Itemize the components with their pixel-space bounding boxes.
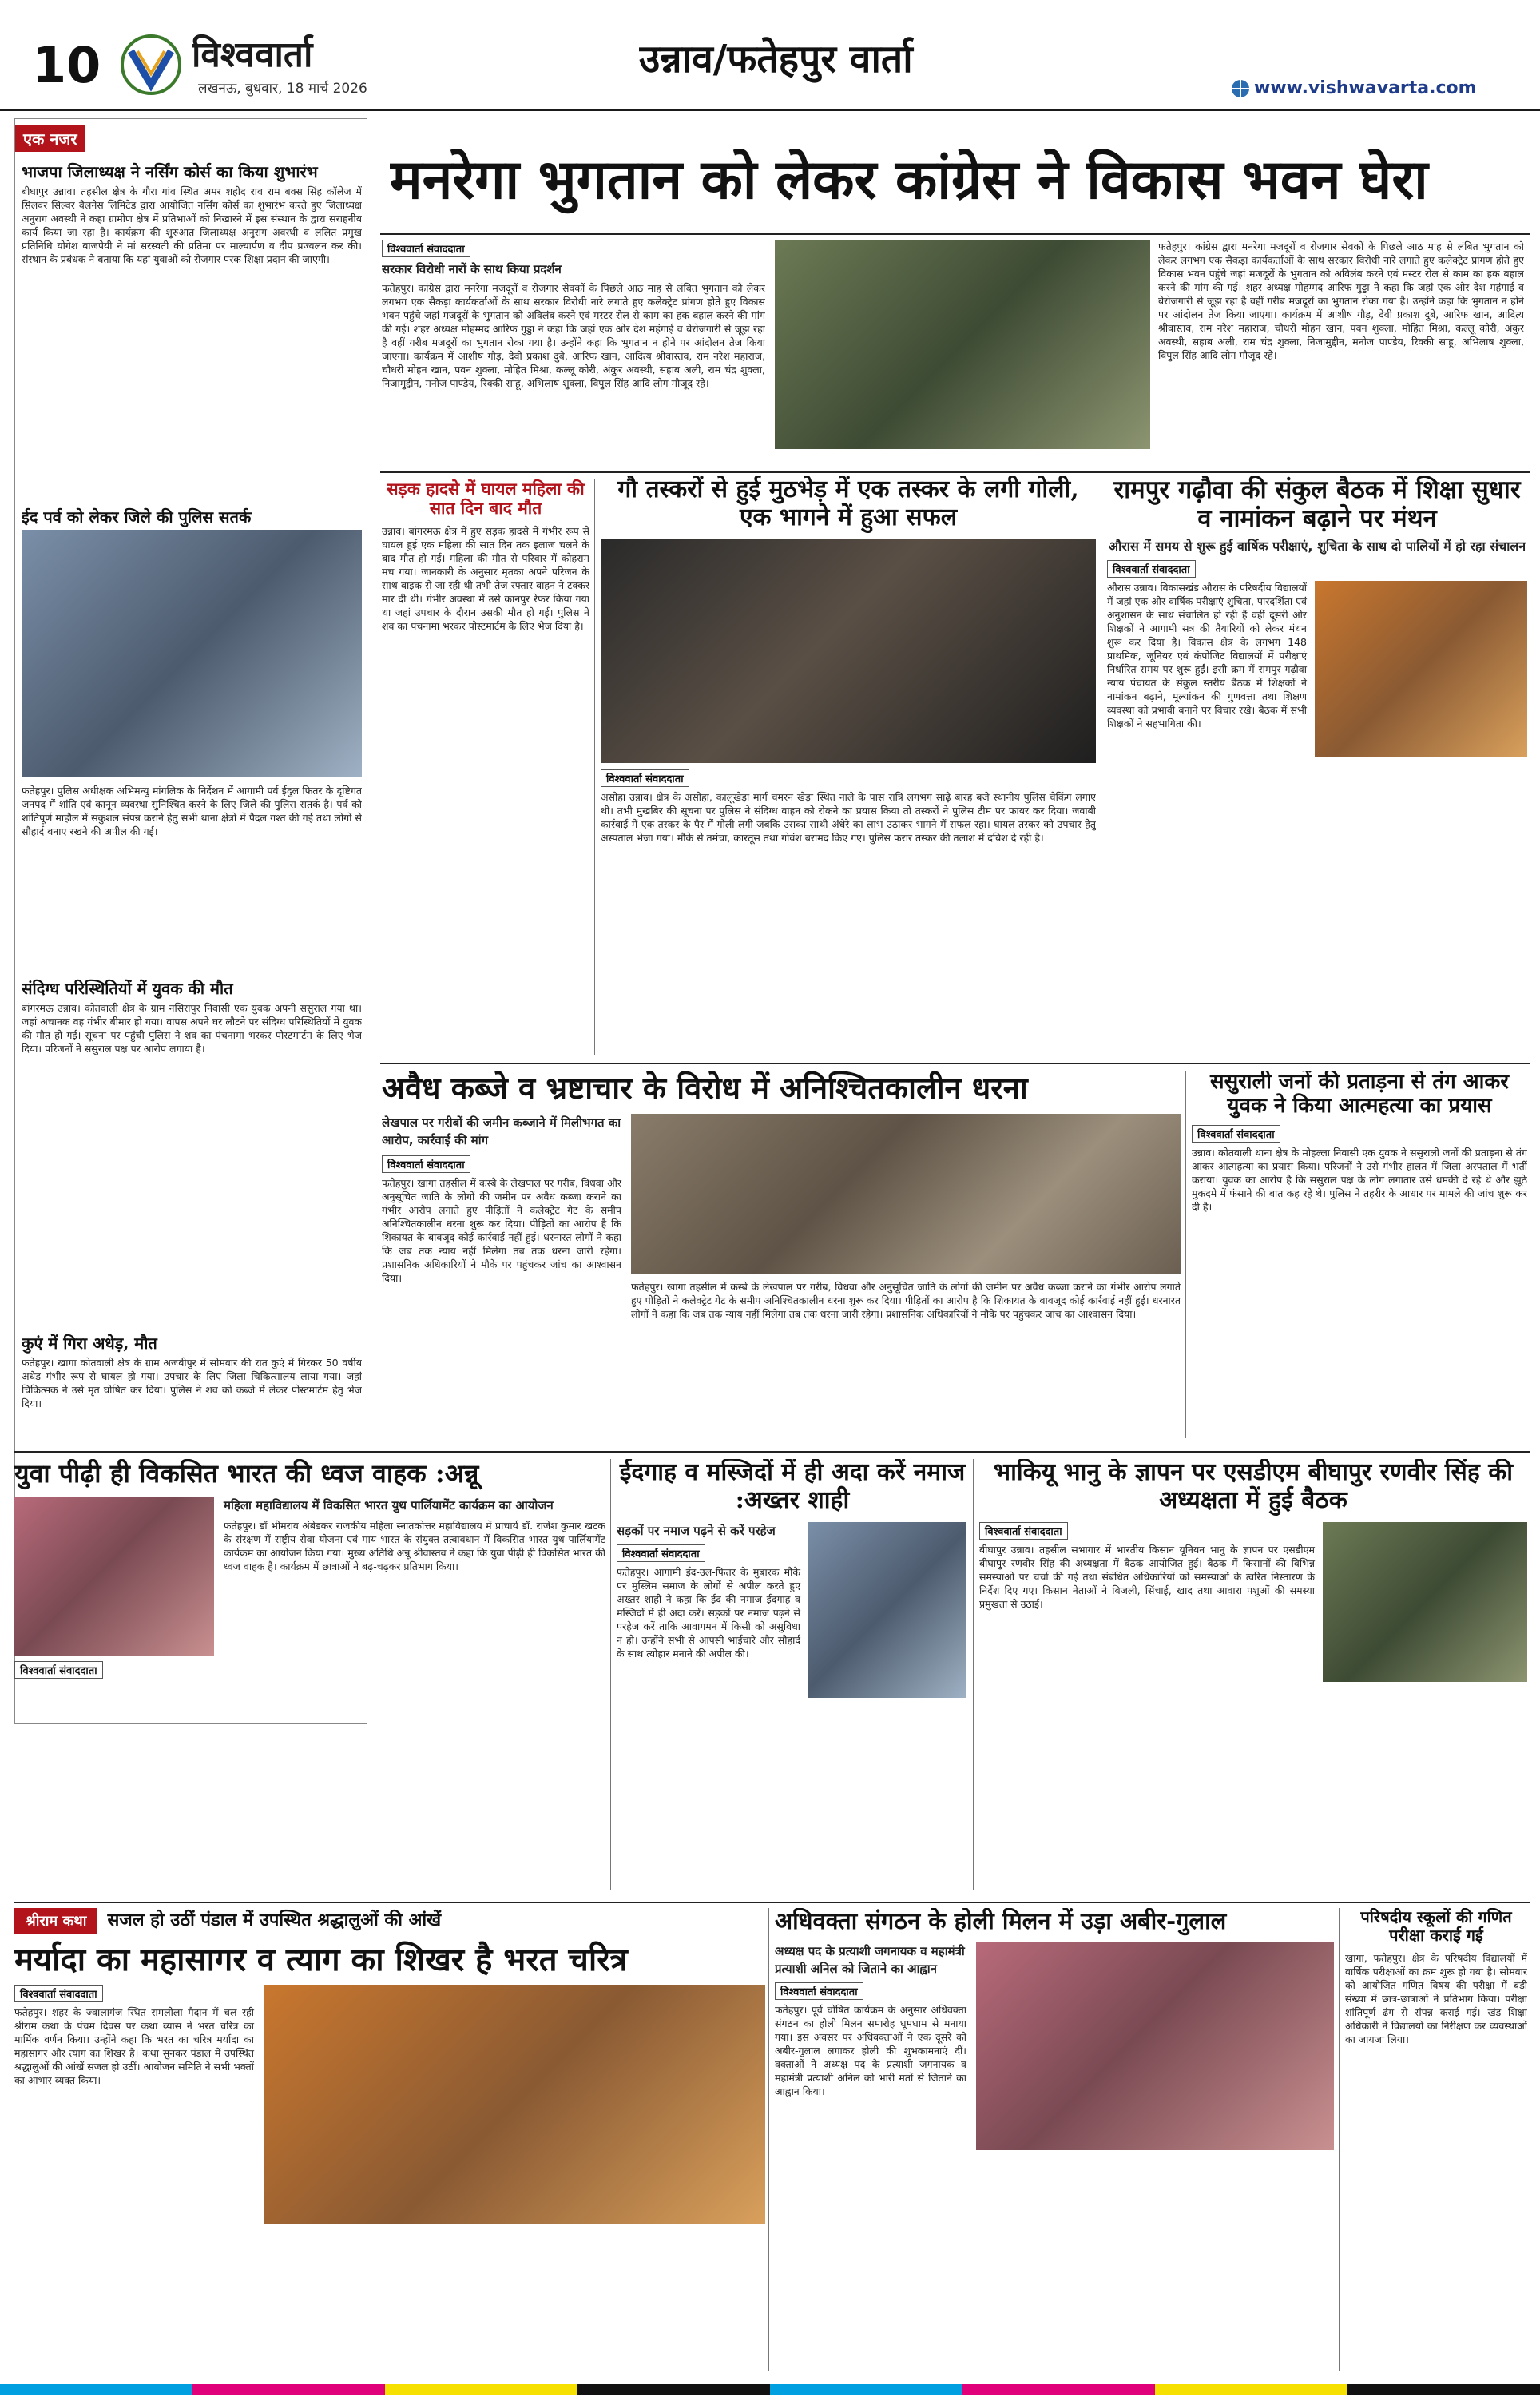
holi-headline: अधिवक्ता संगठन के होली मिलन में उड़ा अबीर-गुलाल [775,1908,1227,1934]
dharna-body-continued: फतेहपुर। खागा तहसील में कस्बे के लेखपाल पर गरीब, विधवा और अनुसूचित जाति के लोगों की जमीन पर अवैध कब्जा कराने का गंभीर आरोप लगाते हुए पीड़ितों ने कलेक्ट्रेट गेट के समीप अनिश्चितकालीन धरना शुरू कर दिया। पीड़ितों का आरोप है कि शिकायत के बावजूद कोई कार्रवाई नहीं हुई। धरनारत लोगों ने कहा कि जब तक न्याय नहीं मिलेगा तब तक धरना जारी रहेगा। प्रशासनिक अधिकारियों ने मौके पर पहुंचकर जांच का आश्वासन दिया। [631,1280,1181,1320]
classroom-photo [1315,581,1527,757]
namaz-body: फतेहपुर। आगामी ईद-उल-फितर के मुबारक मौके पर मुस्लिम समाज के लोगों से अपील करते हुए अख्तर शाही ने कहा कि ईद की नमाज ईदगाह व मस्जिदों में ही अदा करें। सड़कों पर नमाज पढ़ने से परहेज करें ताकि आवागमन में किसी को असुविधा न हो। उन्होंने सभी से आपसी भाईचारे और सौहार्द के साथ त्योहार मनाने की अपील की। [617,1566,800,1660]
katha-body: फतेहपुर। शहर के ज्वालागंज स्थित रामलीला मैदान में चल रही श्रीराम कथा के पंचम दिवस पर कथा व्यास ने भरत चरित्र का मार्मिक वर्णन किया। उन्होंने कहा कि भरत का चरित्र मर्यादा का महासागर और त्याग का शिखर है। कथा सुनकर पंडाल में उपस्थित श्रद्धालुओं की आंखें सजल हो उठीं। आयोजन समिति ने सभी भक्तों का आभार व्यक्त किया। [14,2006,254,2086]
holi-photo [976,1942,1334,2150]
divider-katha [768,1908,769,2371]
story-nursing [22,156,362,487]
lead-bottom-rule [380,471,1530,473]
print-color-bar [0,2384,1540,2395]
bku-body: बीघापुर उन्नाव। तहसील सभागार में भारतीय किसान यूनियन भानु के ज्ञापन पर एसडीएम बीघापुर रणवीर सिंह की अध्यक्षता में बैठक आयोजित हुई। बैठक में किसानों की विभिन्न समस्याओं पर चर्चा की गई तथा संबंधित अधिकारियों को समस्याओं के त्वरित निस्तारण के निर्देश दिए गए। किसान नेताओं ने बिजली, सिंचाई, खाद तथा आवारा पशुओं की समस्या प्रमुखता से उठाई। [979,1544,1315,1610]
dharna-bullet: लेखपाल पर गरीबों की जमीन कब्जाने में मिलीभगत का आरोप, कार्रवाई की मांग [382,1115,621,1147]
youth-bureau: विश्ववार्ता संवाददाता [14,1661,103,1679]
story-death-body: बांगरमऊ उन्नाव। कोतवाली क्षेत्र के ग्राम नसिरापुर निवासी एक युवक अपनी ससुराल गया था। जहां अचानक वह गंभीर बीमार हो गया। वापस अपने घर लौटने पर संदिग्ध परिस्थितियों में युवक की मौत हो गई। सूचना पर पहुंची पुलिस ने शव का पंचनामा भरकर पोस्टमार्टम के लिए भेज दिया। परिजनों ने ससुराल पक्ष पर आरोप लगाया है। [22,1002,362,1055]
suicide-body: उन्नाव। कोतवाली थाना क्षेत्र के मोहल्ला निवासी एक युवक ने ससुराली जनों की प्रताड़ना से तंग आकर आत्महत्या का प्रयास किया। परिजनों ने उसे गंभीर हालत में जिला अस्पताल में भर्ती कराया। युवक का आरोप है कि ससुराल पक्ष के लोग लगातार उसे धमकी दे रहे थे और झूठे मुकदमे में फंसाने की बात कह रहे थे। पुलिस ने तहरीर के आधार पर मामले की जांच शुरू कर दी है। [1192,1146,1527,1213]
encounter-body: असोहा उन्नाव। क्षेत्र के असोहा, कालूखेड़ा मार्ग चमरन खेड़ा स्थित नाले के पास रात्रि लगभग साढ़े बारह बजे स्थानीय पुलिस चेकिंग लगाए थी। तभी मुखबिर की सूचना पर पुलिस ने संदिग्ध वाहन को रोकने का प्रयास किया तो तस्करों ने पुलिस टीम पर फायर कर दिया। जवाबी कार्रवाई में एक तस्कर के पैर में गोली लगी जबकि उसका साथी अंधेरे का लाभ उठाकर भागने में सफल रहा। घायल तस्कर को उपचार हेतु अस्पताल भेजा गया। मौके से तमंचा, कारतूस तथा गोवंश बरामद किए गए। पुलिस फरार तस्कर की तलाश में दबिश दे रही है। [601,791,1096,844]
holi-bureau: विश्ववार्ता संवाददाता [775,1982,863,2000]
section-title: उन्नाव/फतेहपुर वार्ता [639,37,913,81]
ek-nazar-tag: एक नजर [15,125,85,152]
suicide-headline: ससुराली जनों की प्रताड़ना से तंग आकर युवक ने किया आत्महत्या का प्रयास [1210,1071,1509,1118]
bku-bureau: विश्ववार्ता संवाददाता [979,1522,1068,1540]
meeting-photo [1323,1522,1527,1682]
portrait-photo [808,1522,966,1698]
lead-rule [380,233,1530,235]
holi-bullet: अध्यक्ष पद के प्रत्याशी जगनायक व महामंत्री प्रत्याशी अनिल को जिताने का आह्वान [775,1944,965,1977]
dharna-body: फतेहपुर। खागा तहसील में कस्बे के लेखपाल पर गरीब, विधवा और अनुसूचित जाति के लोगों की जमीन पर अवैध कब्जा कराने का गंभीर आरोप लगाते हुए पीड़ितों ने कलेक्ट्रेट गेट के समीप अनिश्चितकालीन धरना शुरू कर दिया। पीड़ितों का आरोप है कि शिकायत के बावजूद कोई कार्रवाई नहीं हुई। धरनारत लोगों ने कहा कि जब तक न्याय नहीं मिलेगा तब तक धरना जारी रहेगा। प्रशासनिक अधिकारियों ने मौके पर पहुंचकर जांच का आश्वासन दिया। [382,1176,621,1284]
paper-name: विश्ववार्ता [192,34,313,75]
lead-bullet: सरकार विरोधी नारों के साथ किया प्रदर्शन [382,262,562,276]
rampur-bureau: विश्ववार्ता संवाददाता [1107,560,1196,578]
suicide-bureau: विश्ववार्ता संवाददाता [1192,1125,1280,1143]
katha-strap: सजल हो उठीं पंडाल में उपस्थित श्रद्धालुओं की आंखें [107,1910,442,1931]
rampur-story [1107,476,1527,1059]
divider-accident [594,479,595,1055]
rampur-subhead: औरास में समय से शुरू हुई वार्षिक परीक्षाएं, शुचिता के साथ दो पालियों में हो रहा संचालन [1108,539,1526,555]
katha-photo [264,1985,765,2224]
holi-story [775,1908,1334,2379]
namaz-story [617,1459,968,1898]
police-march-photo [22,530,362,777]
suicide-story [1192,1071,1527,1446]
katha-tag: श्रीराम कथा [14,1908,97,1934]
school-headline: परिषदीय स्कूलों की गणित परीक्षा कराई गई [1360,1908,1512,1945]
youth-headline: युवा पीढ़ी ही विकसित भारत की ध्वज वाहक :अन्नू [14,1459,479,1489]
namaz-headline: ईदगाह व मस्जिदों में ही अदा करें नमाज :अख्तर शाही [619,1459,966,1514]
masthead-divider [0,109,1540,111]
namaz-bullet: सड़कों पर नमाज पढ़ने से करें परहेज [617,1524,776,1538]
lead-body-continued: फतेहपुर। कांग्रेस द्वारा मनरेगा मजदूरों व रोजगार सेवकों के पिछले आठ माह से लंबित भुगतान को लेकर लगभग एक सैकड़ा कार्यकर्ताओं के साथ सरकार विरोधी नारे लगाते हुए कलेक्ट्रेट प्रांगण होते हुए विकास भवन पहुंचे जहां मजदूरों के भुगतान को अविलंब करने एवं मस्टर रोल से काम का हक बहाल करने की मांग की गई। शहर अध्यक्ष मोहम्मद आरिफ गुड्डा ने कहा कि जहां एक ओर देश महंगाई व बेरोजगारी से जूझ रहा है वहीं गरीब मजदूरों का भुगतान रोका गया है। उन्होंने कहा कि भुगतान न होने पर आंदोलन तेज किया जाएगा। कार्यक्रम में आशीष गौड़, देवी प्रकाश दुबे, आरिफ खान, आदित्य श्रीवास्तव, राम नरेश महाराज, चौधरी मोहन खान, पवन शुक्ला, मोहित मिश्रा, कल्लू कोरी, अंकुर अवस्थी, सहाब अली, राम चंद्र शुक्ला, निजामुद्दीन, मनोज पाण्डेय, रिक्की साहू, अभिलाष शुक्ला, विपुल सिंह आदि लोग मौजूद रहे। [1158,240,1524,361]
mid-rule-2 [14,1451,1530,1453]
katha-bureau: विश्ववार्ता संवाददाता [14,1985,103,2002]
dateline: लखनऊ, बुधवार, 18 मार्च 2026 [198,81,367,97]
katha-story [14,1908,765,2379]
story-eid-body: फतेहपुर। पुलिस अधीक्षक अभिमन्यु मांगलिक के निर्देशन में आगामी पर्व ईदुल फितर के दृष्टिगत जनपद में शांति एवं कानून व्यवस्था सुनिश्चित करने के लिए जिले की पुलिस सतर्क है। पर्व को शांतिपूर्ण माहौल में सकुशल संपन्न कराने हेतु सभी थाना क्षेत्रों में पैदल गश्त की गई तथा लोगों से सौहार्द बनाए रखने की अपील की गई। [22,785,362,837]
bku-headline: भाकियू भानु के ज्ञापन पर एसडीएम बीघापुर रणवीर सिंह की अध्यक्षता में हुई बैठक [993,1459,1514,1514]
story-well-title: कुएं में गिरा अधेड़, मौत [22,1334,157,1353]
website-link[interactable]: www.vishwavarta.com [1254,78,1477,98]
story-nursing-title: भाजपा जिलाध्यक्ष ने नर्सिंग कोर्स का किया शुभारंभ [22,162,318,181]
namaz-bureau: विश्ववार्ता संवाददाता [617,1544,705,1562]
story-well-body: फतेहपुर। खागा कोतवाली क्षेत्र के ग्राम अजबीपुर में सोमवार की रात कुएं में गिरकर 50 वर्षीय अधेड़ गंभीर रूप से घायल हो गया। उपचार के लिए जिला चिकित्सालय लाया गया। जहां चिकित्सक ने उसे मृत घोषित कर दिया। पुलिस ने शव को कब्जे में लेकर पोस्टमार्टम हेतु भेज दिया। [22,1357,362,1409]
lead-bureau: विश्ववार्ता संवाददाता [382,240,470,257]
encounter-bureau: विश्ववार्ता संवाददाता [601,769,689,787]
accident-body: उन्नाव। बांगरमऊ क्षेत्र में हुए सड़क हादसे में गंभीर रूप से घायल हुई एक महिला की सात दिन तक इलाज चलने के बाद मौत हो गई। महिला की मौत से परिवार में कोहराम मच गया। जानकारी के अनुसार मृतका अपने परिजन के साथ बाइक से जा रही थी तभी तेज रफ्तार वाहन ने टक्कर मार दी थी। गंभीर अवस्था में उसे कानपुर रेफर किया गया था जहां उपचार के दौरान उसकी मौत हो गई। पुलिस ने शव का पंचनामा भरकर पोस्टमार्टम के लिए भेज दिया है। [382,525,589,633]
dharna-headline: अवैध कब्जे व भ्रष्टाचार के विरोध में अनिश्चितकालीन धरना [382,1071,1028,1106]
story-death [22,972,362,1316]
encounter-photo [601,539,1096,763]
bku-story [979,1459,1527,1898]
divider-dharna [1185,1071,1186,1438]
youth-photo [14,1497,214,1656]
story-eid [22,501,362,964]
dharna-story [382,1071,1181,1446]
lead-text-left [382,240,765,463]
divider-namaz [973,1459,974,1890]
rampur-headline: रामपुर गढ़ौवा की संकुल बैठक में शिक्षा सुधार व नामांकन बढ़ाने पर मंथन [1113,476,1521,533]
accident-story [382,479,589,1063]
school-body: खागा, फतेहपुर। क्षेत्र के परिषदीय विद्यालयों में वार्षिक परीक्षाओं का क्रम शुरू हो गया है। सोमवार को आयोजित गणित विषय की परीक्षा में बड़ी संख्या में छात्र-छात्राओं ने प्रतिभाग किया। परीक्षा शांतिपूर्ण ढंग से संपन्न कराई गई। खंड शिक्षा अधिकारी ने विद्यालयों का निरीक्षण कर व्यवस्थाओं का जायजा लिया। [1345,1952,1527,2045]
dharna-bureau: विश्ववार्ता संवाददाता [382,1155,470,1173]
holi-body: फतेहपुर। पूर्व घोषित कार्यक्रम के अनुसार अधिवक्ता संगठन का होली मिलन समारोह धूमधाम से मनाया गया। इस अवसर पर अधिवक्ताओं ने एक दूसरे को अबीर-गुलाल लगाकर होली की शुभकामनाएं दीं। वक्ताओं ने अध्यक्ष पद के प्रत्याशी जगनायक व महामंत्री प्रत्याशी अनिल को भारी मतों से जिताने का आह्वान किया। [775,2004,966,2098]
dharna-photo [631,1114,1181,1274]
lead-headline: मनरेगा भुगतान को लेकर कांग्रेस ने विकास भवन घेरा [390,149,1428,212]
paper-logo-icon [120,34,182,96]
accident-headline: सड़क हादसे में घायल महिला की सात दिन बाद मौत [387,479,585,519]
rampur-body: औरास उन्नाव। विकासखंड औरास के परिषदीय विद्यालयों में जहां एक ओर वार्षिक परीक्षाएं शुचिता, पारदर्शिता एवं अनुशासन के साथ संचालित हो रही हैं वहीं दूसरी ओर शिक्षकों ने आगामी सत्र की तैयारियों को लेकर मंथन शुरू कर दिया है। विकास क्षेत्र के लगभग 148 प्राथमिक, जूनियर एवं कंपोजिट विद्यालयों में परीक्षाएं निर्धारित समय पर शुरू हुईं। इसी क्रम में रामपुर गढ़ौवा न्याय पंचायत के संकुल स्तरीय बैठक में शिक्षकों ने नामांकन बढ़ाने, मूल्यांकन की गुणवत्ता तथा शिक्षण व्यवस्था को प्रभावी बनाने पर विचार रखे। बैठक में सभी शिक्षकों ने सहभागिता की। [1107,582,1307,730]
lead-body: फतेहपुर। कांग्रेस द्वारा मनरेगा मजदूरों व रोजगार सेवकों के पिछले आठ माह से लंबित भुगतान को लेकर लगभग एक सैकड़ा कार्यकर्ताओं के साथ सरकार विरोधी नारे लगाते हुए कलेक्ट्रेट प्रांगण होते हुए विकास भवन पहुंचे जहां मजदूरों के भुगतान को अविलंब करने एवं मस्टर रोल से काम का हक बहाल करने की मांग की गई। शहर अध्यक्ष मोहम्मद आरिफ गुड्डा ने कहा कि जहां एक ओर देश महंगाई व बेरोजगारी से जूझ रहा है वहीं गरीब मजदूरों का भुगतान रोका गया है। उन्होंने कहा कि भुगतान न होने पर आंदोलन तेज किया जाएगा। कार्यक्रम में आशीष गौड़, देवी प्रकाश दुबे, आरिफ खान, आदित्य श्रीवास्तव, राम नरेश महाराज, चौधरी मोहन खान, पवन शुक्ला, मोहित मिश्रा, कल्लू कोरी, अंकुर अवस्थी, सहाब अली, राम चंद्र शुक्ला, निजामुद्दीन, मनोज पाण्डेय, रिक्की साहू, अभिलाष शुक्ला, विपुल सिंह आदि लोग मौजूद रहे। [382,282,765,389]
mid-rule-1 [380,1063,1530,1064]
katha-headline: मर्यादा का महासागर व त्याग का शिखर है भरत चरित्र [14,1941,628,1978]
divider-holi [1339,1908,1340,2371]
mid-rule-3 [14,1902,1530,1903]
story-nursing-body: बीघापुर उन्नाव। तहसील क्षेत्र के गौरा गांव स्थित अमर शहीद राव राम बक्स सिंह कॉलेज में सिलवर सिल्वर वैलनेस लिमिटेड द्वारा आयोजित नर्सिंग कोर्स का शुभारंभ करते हुए जिलाध्यक्ष अनुराग अवस्थी ने कहा ग्रामीण क्षेत्र में प्रतिभाओं को निखारने में इस संस्थान के द्वारा सराहनीय कार्य किया जा रहा है। कार्यक्रम की शुरुआत जिलाध्यक्ष अनुराग अवस्थी व ललित प्रमुख प्रतिनिधि योगेश बाजपेयी ने मां सरस्वती की प्रतिमा पर माल्यार्पण व दीप प्रज्वलन कर की। संस्थान के प्रबंधक ने बताया कि यहां युवाओं को रोजगार परक शिक्षा प्रदान की जाएगी। [22,185,362,265]
masthead [0,0,1540,120]
globe-icon [1230,78,1251,99]
encounter-story [601,476,1096,1059]
youth-body: फतेहपुर। डॉ भीमराव अंबेडकर राजकीय महिला स्नातकोत्तर महाविद्यालय में प्राचार्य डॉ. राजेश कुमार खटक के संरक्षण में राष्ट्रीय सेवा योजना एवं माय भारत के संयुक्त तत्वावधान में विकसित भारत युथ पार्लियामेंट कार्यक्रम का आयोजन किया गया। मुख्य अतिथि अन्नू श्रीवास्तव ने कहा कि युवा पीढ़ी ही विकसित भारत की ध्वज वाहक है। कार्यक्रम में छात्राओं ने बढ़-चढ़कर प्रतिभाग किया। [224,1519,605,1572]
encounter-headline: गौ तस्करों से हुई मुठभेड़ में एक तस्कर के लगी गोली, एक भागने में हुआ सफल [617,476,1079,531]
story-death-title: संदिग्ध परिस्थितियों में युवक की मौत [22,979,233,998]
protest-photo [775,240,1150,449]
story-eid-title: ईद पर्व को लेकर जिले की पुलिस सतर्क [22,507,252,527]
school-story [1345,1908,1527,2379]
youth-bullet: महिला महाविद्यालय में विकसित भारत युथ पार्लियामेंट कार्यक्रम का आयोजन [224,1497,554,1513]
divider-youth [610,1459,611,1890]
page-number: 10 [32,36,101,94]
youth-story [14,1459,605,1898]
